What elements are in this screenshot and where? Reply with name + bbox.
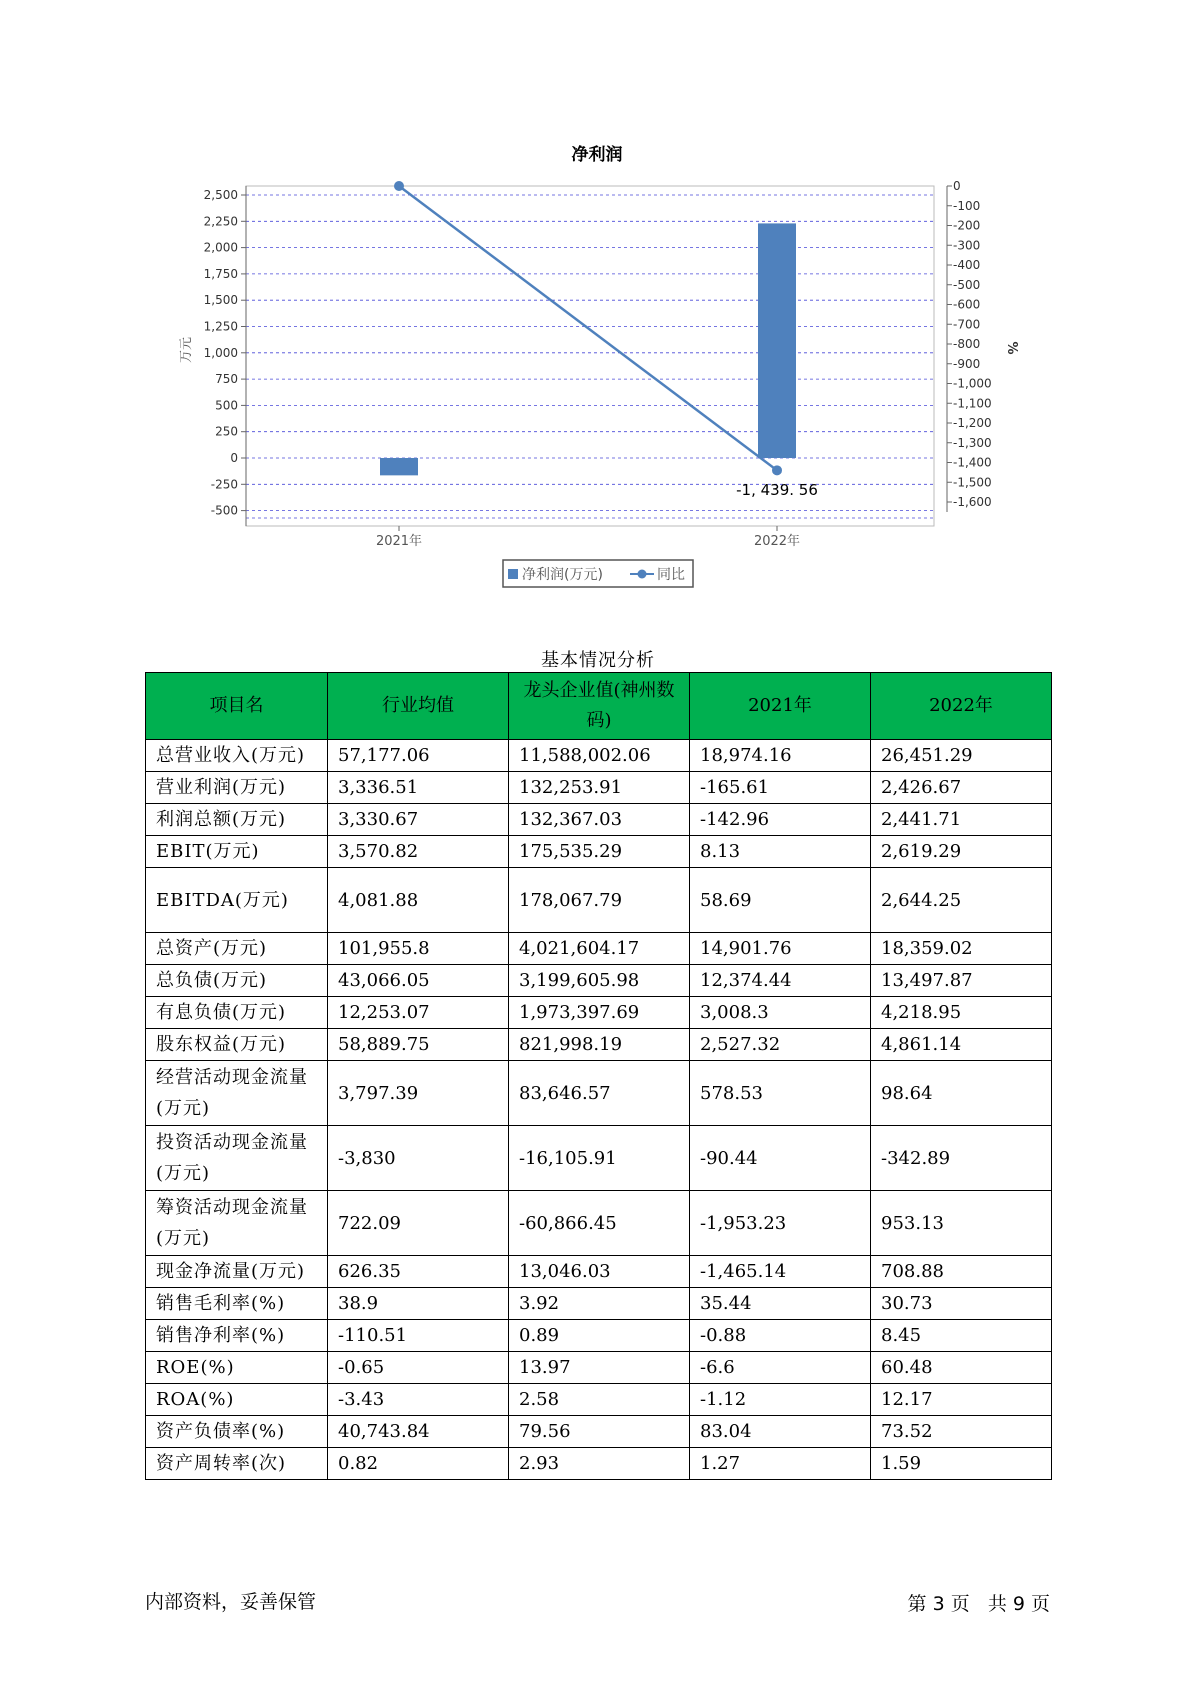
y-right-tick-label: -1,000 bbox=[953, 376, 992, 391]
row-label-cell: 资产负债率(%) bbox=[146, 1416, 328, 1448]
header-cell: 2021年 bbox=[690, 673, 871, 740]
table-title: 基本情况分析 bbox=[541, 650, 655, 671]
value-cell: 57,177.06 bbox=[328, 740, 509, 772]
value-cell: 3,199,605.98 bbox=[509, 965, 690, 997]
y-right-tick-label: -1,300 bbox=[953, 435, 992, 450]
value-cell: 58.69 bbox=[690, 868, 871, 933]
table-row bbox=[146, 836, 1052, 868]
value-cell: 0.82 bbox=[328, 1448, 509, 1480]
table-row bbox=[146, 965, 1052, 997]
value-cell: -90.44 bbox=[690, 1126, 871, 1191]
y-right-axis-title: % bbox=[1004, 341, 1019, 355]
table-row bbox=[146, 804, 1052, 836]
row-label-cell: 营业利润(万元) bbox=[146, 772, 328, 804]
header-cell: 龙头企业值(神州数码) bbox=[509, 673, 690, 740]
table-row bbox=[146, 1256, 1052, 1288]
value-cell: -16,105.91 bbox=[509, 1126, 690, 1191]
row-label-cell: 利润总额(万元) bbox=[146, 804, 328, 836]
value-cell: -60,866.45 bbox=[509, 1191, 690, 1256]
value-cell: 13,046.03 bbox=[509, 1256, 690, 1288]
value-cell: 26,451.29 bbox=[871, 740, 1052, 772]
value-cell: 35.44 bbox=[690, 1288, 871, 1320]
chart-labels bbox=[736, 481, 818, 499]
row-label-cell: EBIT(万元) bbox=[146, 836, 328, 868]
table-row bbox=[146, 772, 1052, 804]
row-label-cell: 投资活动现金流量(万元) bbox=[146, 1126, 328, 1191]
value-cell: 722.09 bbox=[328, 1191, 509, 1256]
basic-analysis-table bbox=[145, 672, 1052, 1480]
chart-grid bbox=[246, 195, 934, 518]
value-cell: -342.89 bbox=[871, 1126, 1052, 1191]
row-label-cell: 总营业收入(万元) bbox=[146, 740, 328, 772]
row-label-cell: EBITDA(万元) bbox=[146, 868, 328, 933]
value-cell: -3,830 bbox=[328, 1126, 509, 1191]
y-left-tick-label: 2,000 bbox=[203, 240, 238, 255]
y-right-tick-label: -800 bbox=[953, 337, 981, 351]
row-label-cell: 经营活动现金流量(万元) bbox=[146, 1061, 328, 1126]
y-right-tick-label: -700 bbox=[953, 317, 981, 332]
y-right-tick-label: -1,100 bbox=[953, 396, 992, 411]
value-cell: 2,644.25 bbox=[871, 868, 1052, 933]
value-cell: 4,861.14 bbox=[871, 1029, 1052, 1061]
y-left-tick-label: 1,750 bbox=[203, 266, 238, 281]
value-cell: 58,889.75 bbox=[328, 1029, 509, 1061]
value-cell: 73.52 bbox=[871, 1416, 1052, 1448]
table-header-row bbox=[146, 673, 1052, 740]
value-cell: 11,588,002.06 bbox=[509, 740, 690, 772]
y-right-tick-label: -400 bbox=[953, 258, 981, 272]
plot-frame bbox=[246, 186, 934, 526]
table-row bbox=[146, 997, 1052, 1029]
table-row bbox=[146, 1061, 1052, 1126]
y-right-tick-label: -600 bbox=[953, 297, 981, 312]
value-cell: 3,330.67 bbox=[328, 804, 509, 836]
row-label-cell: 资产周转率(次) bbox=[146, 1448, 328, 1480]
value-cell: 60.48 bbox=[871, 1352, 1052, 1384]
yoy-data-label: -1, 439. 56 bbox=[736, 481, 818, 499]
table-row bbox=[146, 1320, 1052, 1352]
legend-line-marker bbox=[638, 570, 647, 579]
value-cell: 3,336.51 bbox=[328, 772, 509, 804]
x-tick-label: 2022年 bbox=[753, 534, 801, 549]
row-label-cell: 有息负债(万元) bbox=[146, 997, 328, 1029]
value-cell: 83.04 bbox=[690, 1416, 871, 1448]
row-label-cell: 股东权益(万元) bbox=[146, 1029, 328, 1061]
value-cell: 3.92 bbox=[509, 1288, 690, 1320]
value-cell: 101,955.8 bbox=[328, 933, 509, 965]
value-cell: 38.9 bbox=[328, 1288, 509, 1320]
y-left-tick-label: -250 bbox=[210, 477, 238, 492]
row-label-cell: 现金净流量(万元) bbox=[146, 1256, 328, 1288]
table-row bbox=[146, 1448, 1052, 1480]
value-cell: 178,067.79 bbox=[509, 868, 690, 933]
y-left-tick-label: 2,250 bbox=[203, 214, 238, 229]
row-label-cell: 总资产(万元) bbox=[146, 933, 328, 965]
table-row bbox=[146, 1191, 1052, 1256]
value-cell: 3,797.39 bbox=[328, 1061, 509, 1126]
value-cell: 1.27 bbox=[690, 1448, 871, 1480]
y-left-tick-label: -500 bbox=[210, 503, 238, 518]
value-cell: -6.6 bbox=[690, 1352, 871, 1384]
y-right-tick-label: -1,600 bbox=[953, 495, 992, 509]
row-label-cell: 总负债(万元) bbox=[146, 965, 328, 997]
value-cell: 18,359.02 bbox=[871, 933, 1052, 965]
value-cell: -1.12 bbox=[690, 1384, 871, 1416]
y-right-tick-label: -1,500 bbox=[953, 475, 992, 490]
footer-page-number: 第 3 页 共 9 页 bbox=[907, 1593, 1050, 1615]
value-cell: -3.43 bbox=[328, 1384, 509, 1416]
row-label-cell: ROE(%) bbox=[146, 1352, 328, 1384]
value-cell: 132,253.91 bbox=[509, 772, 690, 804]
value-cell: 1,973,397.69 bbox=[509, 997, 690, 1029]
value-cell: -165.61 bbox=[690, 772, 871, 804]
value-cell: 3,570.82 bbox=[328, 836, 509, 868]
value-cell: 708.88 bbox=[871, 1256, 1052, 1288]
value-cell: 821,998.19 bbox=[509, 1029, 690, 1061]
value-cell: 2,527.32 bbox=[690, 1029, 871, 1061]
y-right-tick-label: -1,200 bbox=[953, 416, 992, 430]
value-cell: 1.59 bbox=[871, 1448, 1052, 1480]
value-cell: 132,367.03 bbox=[509, 804, 690, 836]
value-cell: -1,953.23 bbox=[690, 1191, 871, 1256]
value-cell: 8.13 bbox=[690, 836, 871, 868]
value-cell: 13.97 bbox=[509, 1352, 690, 1384]
y-left-tick-label: 1,000 bbox=[203, 345, 238, 360]
value-cell: 4,081.88 bbox=[328, 868, 509, 933]
y-left-tick-label: 250 bbox=[215, 424, 238, 439]
value-cell: 175,535.29 bbox=[509, 836, 690, 868]
net-profit-chart bbox=[0, 0, 1191, 600]
value-cell: 2,426.67 bbox=[871, 772, 1052, 804]
row-label-cell: 筹资活动现金流量(万元) bbox=[146, 1191, 328, 1256]
value-cell: -1,465.14 bbox=[690, 1256, 871, 1288]
value-cell: 2,441.71 bbox=[871, 804, 1052, 836]
value-cell: -110.51 bbox=[328, 1320, 509, 1352]
header-cell: 2022年 bbox=[871, 673, 1052, 740]
x-tick-label: 2021年 bbox=[375, 534, 423, 549]
value-cell: -142.96 bbox=[690, 804, 871, 836]
value-cell: -0.88 bbox=[690, 1320, 871, 1352]
y-right-tick-label: 0 bbox=[953, 179, 961, 193]
value-cell: 43,066.05 bbox=[328, 965, 509, 997]
row-label-cell: ROA(%) bbox=[146, 1384, 328, 1416]
value-cell: 953.13 bbox=[871, 1191, 1052, 1256]
table-row bbox=[146, 740, 1052, 772]
value-cell: 18,974.16 bbox=[690, 740, 871, 772]
value-cell: 12,374.44 bbox=[690, 965, 871, 997]
table-row bbox=[146, 1416, 1052, 1448]
value-cell: 2.58 bbox=[509, 1384, 690, 1416]
y-right-tick-label: -900 bbox=[953, 356, 981, 371]
value-cell: 79.56 bbox=[509, 1416, 690, 1448]
table-body bbox=[146, 740, 1052, 1480]
table-row bbox=[146, 1126, 1052, 1191]
value-cell: 3,008.3 bbox=[690, 997, 871, 1029]
chart-line bbox=[394, 181, 782, 475]
bar-2022年 bbox=[758, 223, 796, 458]
value-cell: 14,901.76 bbox=[690, 933, 871, 965]
value-cell: 0.89 bbox=[509, 1320, 690, 1352]
yoy-point-2021年 bbox=[394, 181, 404, 191]
header-cell: 项目名 bbox=[146, 673, 328, 740]
row-label-cell: 销售毛利率(%) bbox=[146, 1288, 328, 1320]
y-right-tick-label: -500 bbox=[953, 277, 981, 292]
chart-legend bbox=[503, 560, 693, 587]
y-left-tick-label: 500 bbox=[215, 398, 238, 413]
value-cell: 4,218.95 bbox=[871, 997, 1052, 1029]
y-left-tick-label: 0 bbox=[230, 451, 238, 465]
value-cell: 626.35 bbox=[328, 1256, 509, 1288]
table-row bbox=[146, 1029, 1052, 1061]
legend-line-label: 同比 bbox=[657, 567, 685, 583]
value-cell: 4,021,604.17 bbox=[509, 933, 690, 965]
header-cell: 行业均值 bbox=[328, 673, 509, 740]
table-row bbox=[146, 868, 1052, 933]
value-cell: 40,743.84 bbox=[328, 1416, 509, 1448]
value-cell: 30.73 bbox=[871, 1288, 1052, 1320]
value-cell: 12.17 bbox=[871, 1384, 1052, 1416]
value-cell: 13,497.87 bbox=[871, 965, 1052, 997]
bar-2021年 bbox=[380, 458, 418, 475]
table-row bbox=[146, 1384, 1052, 1416]
value-cell: 578.53 bbox=[690, 1061, 871, 1126]
value-cell: 83,646.57 bbox=[509, 1061, 690, 1126]
y-left-axis-title: 万元 bbox=[179, 336, 194, 364]
y-left-tick-label: 2,500 bbox=[203, 188, 238, 202]
y-right-tick-label: -1,400 bbox=[953, 455, 992, 470]
y-left-tick-label: 750 bbox=[215, 372, 238, 387]
legend-bar-label: 净利润(万元) bbox=[522, 567, 603, 583]
y-right-tick-label: -200 bbox=[953, 218, 981, 233]
table-row bbox=[146, 1288, 1052, 1320]
chart-title: 净利润 bbox=[571, 145, 623, 165]
footer-confidential-note: 内部资料，妥善保管 bbox=[145, 1591, 317, 1613]
yoy-point-2022年 bbox=[772, 465, 782, 475]
table-row bbox=[146, 1352, 1052, 1384]
value-cell: 2.93 bbox=[509, 1448, 690, 1480]
y-right-tick-label: -100 bbox=[953, 198, 981, 213]
chart-axes bbox=[179, 179, 1019, 549]
value-cell: 8.45 bbox=[871, 1320, 1052, 1352]
y-left-tick-label: 1,500 bbox=[203, 293, 238, 308]
value-cell: 12,253.07 bbox=[328, 997, 509, 1029]
value-cell: 98.64 bbox=[871, 1061, 1052, 1126]
y-left-tick-label: 1,250 bbox=[203, 319, 238, 334]
row-label-cell: 销售净利率(%) bbox=[146, 1320, 328, 1352]
legend-bar-swatch bbox=[508, 569, 518, 579]
table-row bbox=[146, 933, 1052, 965]
value-cell: 2,619.29 bbox=[871, 836, 1052, 868]
value-cell: -0.65 bbox=[328, 1352, 509, 1384]
yoy-line bbox=[399, 186, 777, 470]
y-right-tick-label: -300 bbox=[953, 238, 981, 253]
